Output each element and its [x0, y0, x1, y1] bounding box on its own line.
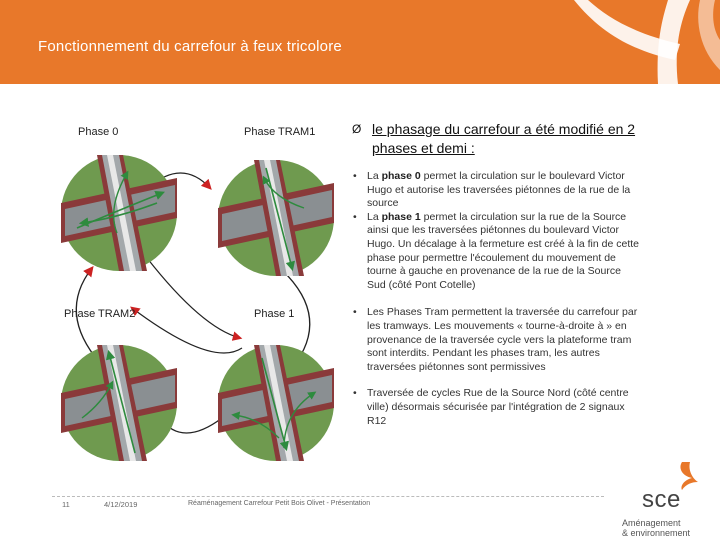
- footer-divider: [52, 496, 604, 497]
- sce-logo: [612, 458, 720, 540]
- footer-title: Réaménagement Carrefour Petit Bois Olivet - Présentation: [188, 500, 371, 507]
- arrow-bullet-icon: Ø: [352, 122, 362, 136]
- label-phase0: Phase 0: [78, 126, 119, 138]
- bullet-list-tram: [353, 306, 640, 374]
- label-phase-tram2: Phase TRAM2: [64, 308, 136, 320]
- bullet-phase0: • La phase 0 permet la circulation sur le boulevard Victor Hugo et autorise les traversées piétonnes de la rue de la source: [353, 170, 640, 211]
- bullet-list-cycles: [353, 387, 640, 428]
- header-banner: [0, 0, 720, 84]
- sce-wordmark: sce: [642, 486, 681, 513]
- phase-diagram-graphic: [52, 118, 342, 488]
- headline: [350, 120, 640, 158]
- intersection-phase1: [218, 345, 334, 461]
- sce-tagline: Aménagement & environnement: [622, 518, 691, 538]
- phase-diagram: [52, 118, 342, 488]
- footer-date: 4/12/2019: [104, 500, 138, 509]
- slide-title: Fonctionnement du carrefour à feux tricolore: [38, 38, 342, 55]
- bullet-cycles: • Traversée de cycles Rue de la Source Nord (côté centre ville) désormais sécurisée par l'intégration de 2 signaux R12: [353, 387, 640, 428]
- content-panel: [350, 120, 640, 428]
- intersection-phase0: [61, 155, 177, 271]
- intersection-tram1: [218, 160, 334, 276]
- label-phase-tram1: Phase TRAM1: [244, 126, 316, 138]
- brand-arc-logo: [550, 0, 720, 84]
- bullet-list-phases: [353, 170, 640, 292]
- footer-page-number: 11: [62, 500, 70, 509]
- bullet-phase1: • La phase 1 permet la circulation sur la rue de la Source ainsi que les traversées piétonnes du boulevard Victor Hugo. Un décalage à la fermeture est créé à la fin de cette phase pour permettre l'écoulement du mouvement de tourne à gauche en provenance de la rue de la Source Sud (côté Pont Cotelle): [353, 211, 640, 293]
- bullet-tram: • Les Phases Tram permettent la traversée du carrefour par les tramways. Les mouvements « tourne-à-droite à » en provenance de la traversée cycle vers la plateforme tram sont interdits. Pendant les phases tram, les autres traversées piétonnes sont permissives: [353, 306, 640, 374]
- label-phase1: Phase 1: [254, 308, 295, 320]
- headline-text: le phasage du carrefour a été modifié en 2 phases et demi :: [372, 121, 636, 156]
- intersection-tram2: [61, 345, 177, 461]
